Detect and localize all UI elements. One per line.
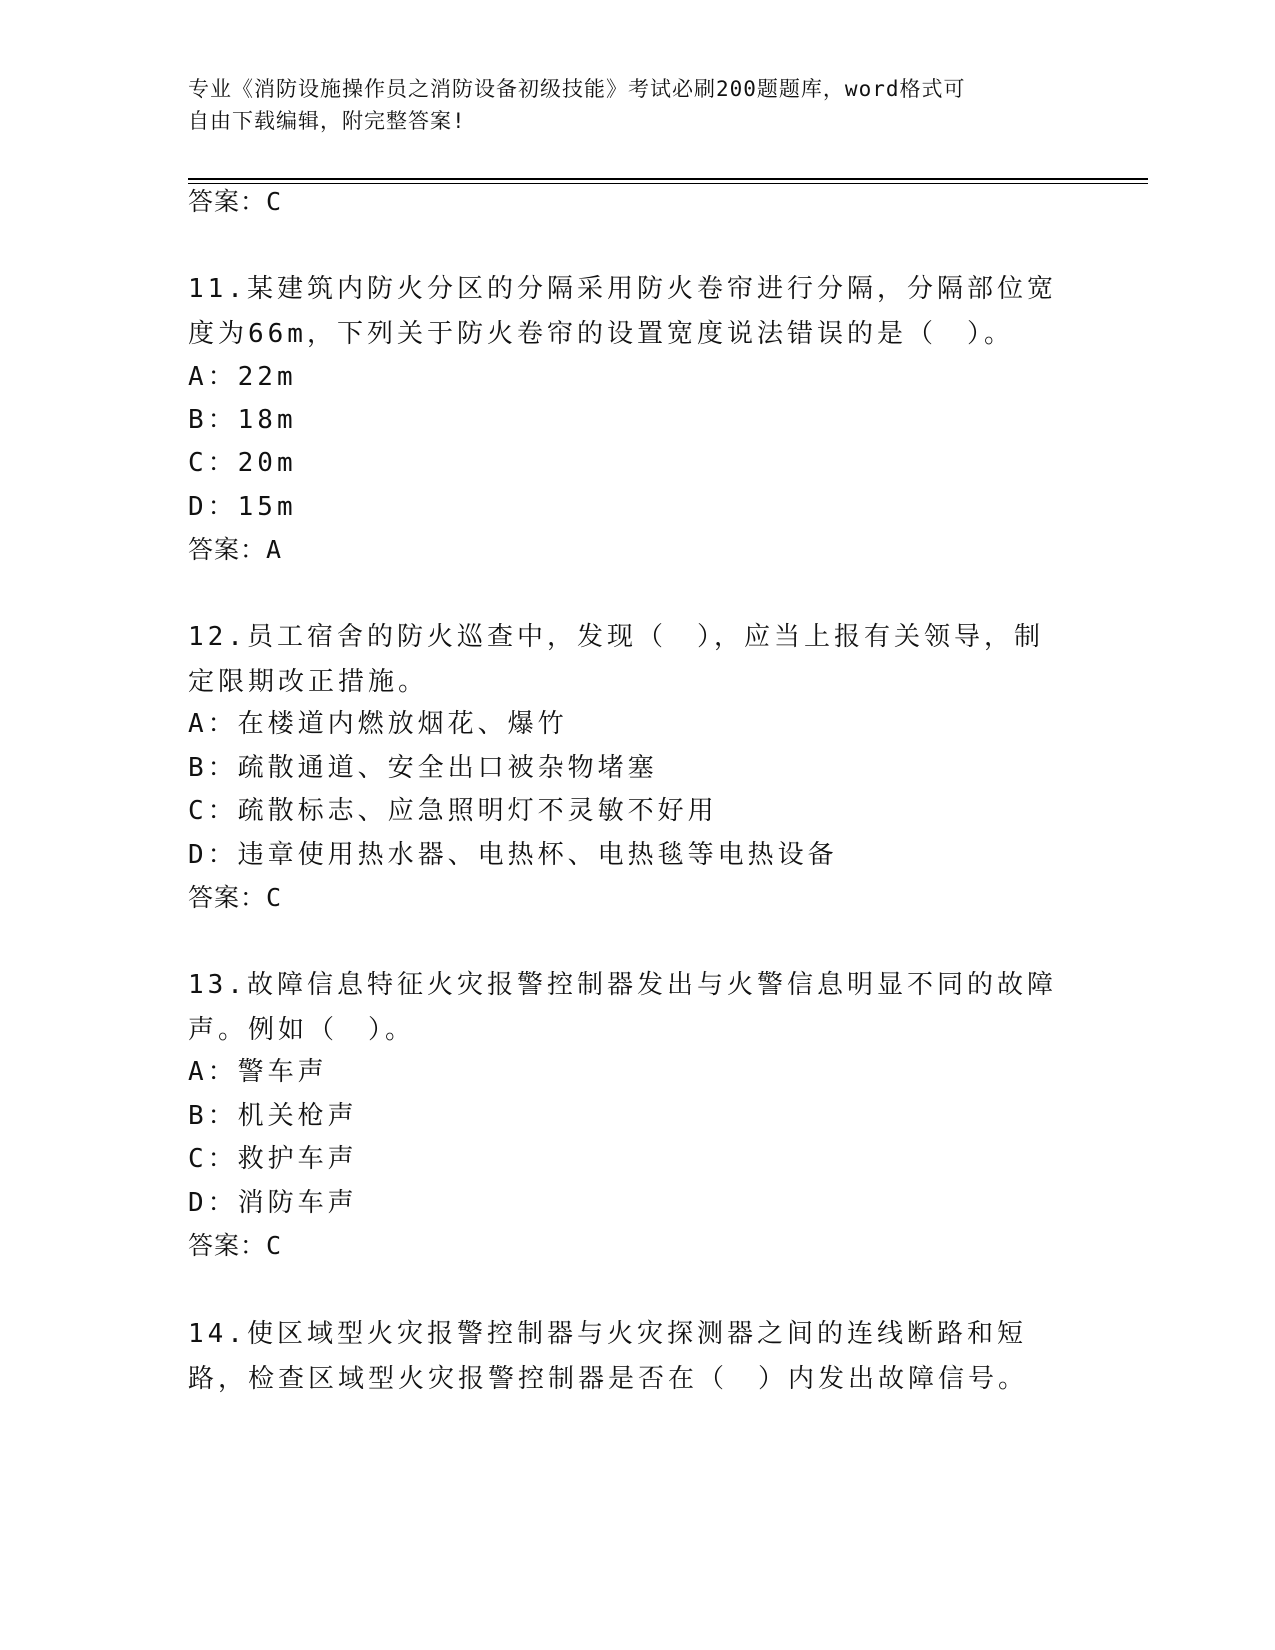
question-12-option-b: B：疏散通道、安全出口被杂物堵塞 <box>188 753 658 783</box>
question-13-option-d: D：消防车声 <box>188 1188 358 1218</box>
header-line-2: 自由下载编辑，附完整答案! <box>188 109 466 133</box>
question-11-option-b: B：18m <box>188 405 297 435</box>
document-header <box>188 73 1068 137</box>
question-13-option-b: B：机关枪声 <box>188 1101 358 1131</box>
header-rule-thin <box>188 183 1148 184</box>
question-12-option-a: A：在楼道内燃放烟花、爆竹 <box>188 709 568 739</box>
question-14-stem: 14.使区域型火灾报警控制器与火灾探测器之间的连线断路和短路，检查区域型火灾报警控制器是否在（ ）内发出故障信号。 <box>188 1319 1029 1394</box>
question-11-stem: 11.某建筑内防火分区的分隔采用防火卷帘进行分隔，分隔部位宽度为66m，下列关于防火卷帘的设置宽度说法错误的是（ ）。 <box>188 274 1057 349</box>
question-12-option-d: D：违章使用热水器、电热杯、电热毯等电热设备 <box>188 840 838 870</box>
question-13-answer: 答案：C <box>188 1231 283 1260</box>
header-line-1: 专业《消防设施操作员之消防设备初级技能》考试必刷200题题库，word格式可 <box>188 77 966 101</box>
question-11-option-c: C：20m <box>188 448 297 478</box>
header-rule-thick <box>188 178 1148 180</box>
question-12-answer: 答案：C <box>188 883 283 912</box>
question-11-answer: 答案：A <box>188 535 283 564</box>
question-13-option-a: A：警车声 <box>188 1057 328 1087</box>
question-11-option-a: A：22m <box>188 362 297 392</box>
question-12-stem: 12.员工宿舍的防火巡查中，发现（ ），应当上报有关领导，制定限期改正措施。 <box>188 622 1044 697</box>
question-13-option-c: C：救护车声 <box>188 1144 358 1174</box>
question-12-option-c: C：疏散标志、应急照明灯不灵敏不好用 <box>188 796 718 826</box>
question-11-option-d: D：15m <box>188 492 297 522</box>
previous-answer: 答案：C <box>188 187 283 216</box>
question-13-stem: 13.故障信息特征火灾报警控制器发出与火警信息明显不同的故障声。例如（ ）。 <box>188 970 1057 1045</box>
